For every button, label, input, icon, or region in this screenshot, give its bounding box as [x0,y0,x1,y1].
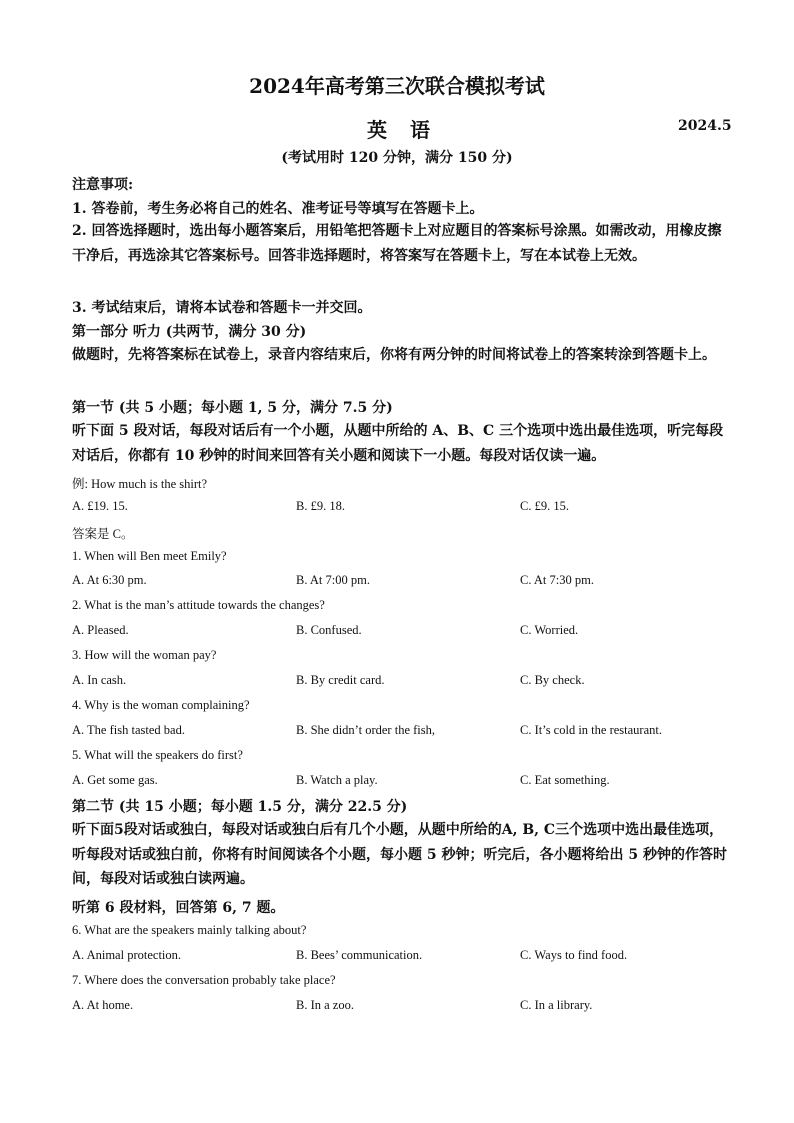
question-2: 2. What is the man’s attitude towards the changes? [72,598,325,612]
q5-option-b: B. Watch a play. [296,773,378,787]
q1-option-b: B. At 7:00 pm. [296,573,370,587]
note-item-3: 3. 考试结束后，请将本试卷和答题卡一并交回。 [72,300,372,316]
example-option-c: C. £9. 15. [520,499,569,513]
question-5: 5. What will the speakers do first? [72,748,243,762]
note-item-2: 2. 回答选择题时，选出每小题答案后，用铅笔把答题卡上对应题目的答案标号涂黑。如需改动，用橡皮擦干净后，再选涂其它答案标号。回答非选择题时，将答案写在答题卡上，写在本试卷上无效。 [72,223,722,264]
q2-option-a: A. Pleased. [72,623,129,637]
example-option-a: A. £19. 15. [72,499,128,513]
material-6-heading: 听第 6 段材料，回答第 6, 7 题。 [72,900,285,916]
q7-option-b: B. In a zoo. [296,998,354,1012]
example-answer: 答案是 C。 [72,527,134,541]
q6-option-c: C. Ways to find food. [520,948,628,962]
q5-option-a: A. Get some gas. [72,773,158,787]
subject-title: 英 语 [367,118,438,142]
q1-option-c: C. At 7:30 pm. [520,573,594,587]
q1-option-a: A. At 6:30 pm. [72,573,147,587]
q5-option-c: C. Eat something. [520,773,610,787]
question-1: 1. When will Ben meet Emily? [72,549,227,563]
q3-option-b: B. By credit card. [296,673,385,687]
note-item-1: 1. 答卷前，考生务必将自己的姓名、准考证号等填写在答题卡上。 [72,201,484,217]
question-6: 6. What are the speakers mainly talking about? [72,923,307,937]
section1-heading: 第一节 (共 5 小题；每小题 1, 5 分，满分 7.5 分) [72,400,393,416]
part1-heading: 第一部分 听力 (共两节，满分 30 分) [72,324,307,340]
section1-intro: 听下面 5 段对话，每段对话后有一个小题，从题中所给的 A、B、C 三个选项中选出最佳选项，听完每段对话后，你都有 10 秒钟的时间来回答有关小题和阅读下一小题。每段对话仅读一遍。 [72,423,724,464]
q2-option-c: C. Worried. [520,623,579,637]
question-7: 7. Where does the conversation probably take place? [72,973,336,987]
q4-option-c: C. It’s cold in the restaurant. [520,723,662,737]
question-4: 4. Why is the woman complaining? [72,698,250,712]
part1-intro: 做题时，先将答案标在试卷上，录音内容结束后，你将有两分钟的时间将试卷上的答案转涂到答题卡上。 [72,347,716,363]
example-option-b: B. £9. 18. [296,499,345,513]
q4-option-b: B. She didn’t order the fish, [296,723,435,737]
q4-option-a: A. The fish tasted bad. [72,723,185,737]
exam-title: 2024年高考第三次联合模拟考试 [249,74,545,98]
q6-option-a: A. Animal protection. [72,948,182,962]
exam-date: 2024.5 [678,118,732,134]
notes-heading: 注意事项: [72,177,134,193]
question-3: 3. How will the woman pay? [72,648,217,662]
q6-option-b: B. Bees’ communication. [296,948,423,962]
section2-intro: 听下面5段对话或独白，每段对话或独白后有几个小题，从题中所给的A, B, C三个选项中选出最佳选项，听每段对话或独白前，你将有时间阅读各个小题，每小题 5 秒钟；听完后，各小题将给出 5 秒钟的作答时间，每段对话或独白读两遍。 [72,822,727,887]
q7-option-a: A. At home. [72,998,134,1012]
q7-option-c: C. In a library. [520,998,593,1012]
q3-option-c: C. By check. [520,673,585,687]
section2-heading: 第二节 (共 15 小题；每小题 1.5 分，满分 22.5 分) [72,799,408,815]
time-info: (考试用时 120 分钟，满分 150 分) [281,150,513,166]
q2-option-b: B. Confused. [296,623,362,637]
q3-option-a: A. In cash. [72,673,127,687]
example-question: 例: How much is the shirt? [72,477,208,491]
